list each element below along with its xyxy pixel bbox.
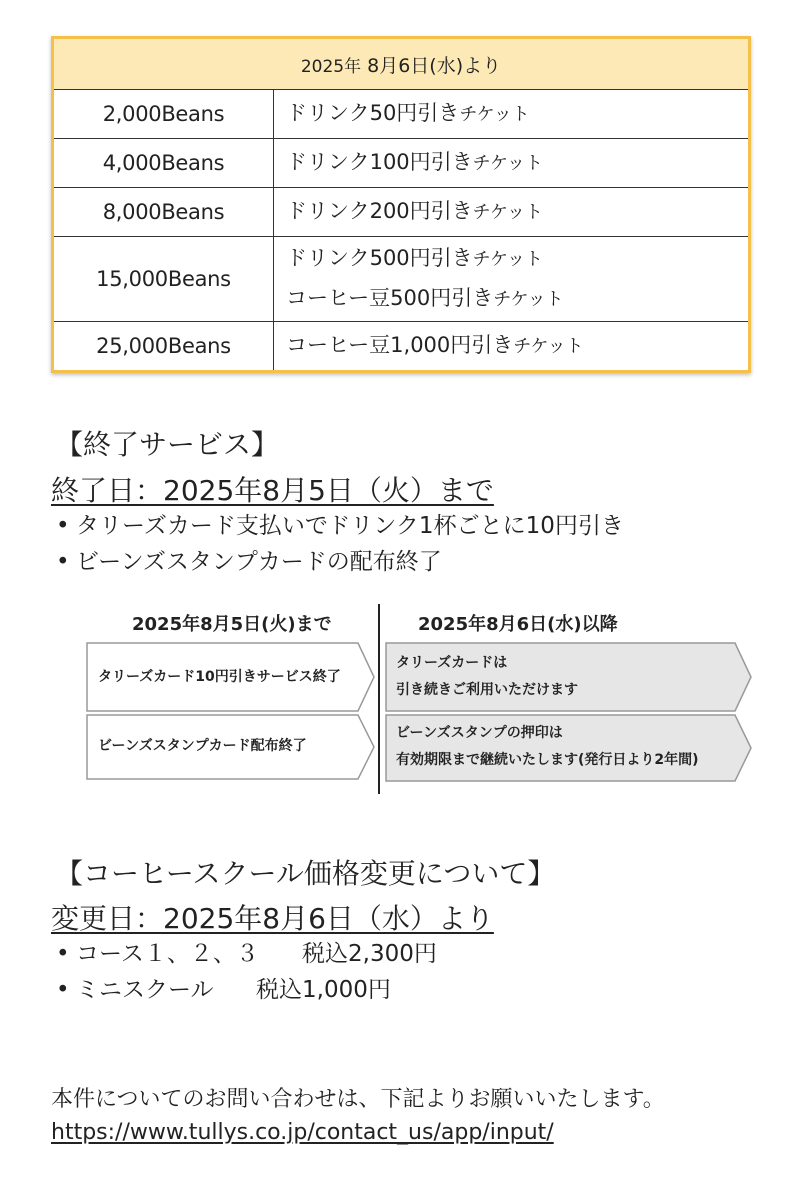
reward-cell — [274, 322, 748, 370]
diagram-left-header: 2025年8月5日(火)まで — [132, 614, 332, 635]
coffee-school-list — [56, 936, 437, 1008]
diagram-right-header: 2025年8月6日(水)以降 — [418, 614, 618, 635]
chevron-box — [385, 714, 753, 782]
chevron-text: 引き続きご利用いただけます — [396, 682, 578, 698]
course-name: ミニスクール — [76, 977, 214, 1003]
list-item: • コース１、２、３ 税込2,300円 — [56, 936, 437, 972]
table-row — [54, 90, 748, 139]
chevron-text: タリーズカード10円引きサービス終了 — [98, 669, 341, 685]
course-name: コース１、２、３ — [76, 941, 259, 967]
chevron-text: タリーズカードは — [396, 655, 508, 671]
coffee-school-title: 【コーヒースクール価格変更について】 — [55, 857, 556, 890]
reward-cell — [274, 237, 748, 321]
list-item: • ビーンズスタンプカードの配布終了 — [56, 544, 624, 580]
chevron-box — [385, 642, 753, 712]
reward-small: チケット — [472, 153, 544, 174]
list-item: • ミニスクール 税込1,000円 — [56, 972, 437, 1008]
reward-small: チケット — [472, 249, 544, 270]
list-item: • タリーズカード支払いでドリンク1杯ごとに10円引き — [56, 508, 624, 544]
table-row — [54, 322, 748, 370]
beans-amount: 4,000Beans — [54, 139, 274, 187]
end-service-list — [56, 508, 624, 580]
beans-amount: 2,000Beans — [54, 90, 274, 138]
table-header — [54, 39, 748, 90]
reward-small: チケット — [459, 104, 530, 125]
beans-reward-table — [51, 36, 751, 373]
reward-main: ドリンク50円引き — [286, 101, 460, 125]
table-row — [54, 237, 748, 322]
reward-cell — [274, 139, 748, 187]
reward-cell — [274, 90, 748, 138]
chevron-text: 有効期限まで継続いたします(発行日より2年間) — [396, 752, 699, 768]
reward-main: ドリンク100円引き — [286, 150, 473, 174]
chevron-text: ビーンズスタンプカード配布終了 — [98, 738, 307, 754]
chevron-text: ビーンズスタンプの押印は — [396, 725, 563, 741]
inquiry-text: 本件についてのお問い合わせは、下記よりお願いいたします。 — [51, 1087, 665, 1112]
course-price: 税込1,000円 — [256, 977, 391, 1003]
contact-link[interactable]: https://www.tullys.co.jp/contact_us/app/input/ — [51, 1120, 554, 1145]
coffee-school-date: 変更日：2025年8月6日（水）より — [51, 902, 494, 935]
reward-main: コーヒー豆500円引き — [286, 286, 494, 310]
beans-amount: 15,000Beans — [54, 237, 274, 321]
header-year: 2025年 — [300, 56, 362, 77]
reward-main: ドリンク200円引き — [286, 199, 473, 223]
reward-small: チケット — [472, 202, 544, 223]
end-service-date: 終了日：2025年8月5日（火）まで — [51, 474, 494, 507]
reward-main: コーヒー豆1,000円引き — [286, 333, 514, 357]
beans-amount: 8,000Beans — [54, 188, 274, 236]
reward-cell — [274, 188, 748, 236]
course-price: 税込2,300円 — [302, 941, 437, 967]
diagram-divider — [378, 604, 380, 794]
table-row — [54, 139, 748, 188]
reward-main: ドリンク500円引き — [286, 246, 473, 270]
beans-amount: 25,000Beans — [54, 322, 274, 370]
end-service-title: 【終了サービス】 — [55, 428, 280, 461]
header-date: 8月6日(水)より — [367, 54, 502, 77]
list-item-text: タリーズカード支払いでドリンク1杯ごとに10円引き — [76, 513, 624, 539]
chevron-box — [86, 642, 376, 712]
list-item-text: ビーンズスタンプカードの配布終了 — [76, 549, 442, 575]
chevron-box — [86, 714, 376, 780]
reward-small: チケット — [513, 336, 584, 357]
reward-small: チケット — [493, 289, 564, 310]
table-row — [54, 188, 748, 237]
